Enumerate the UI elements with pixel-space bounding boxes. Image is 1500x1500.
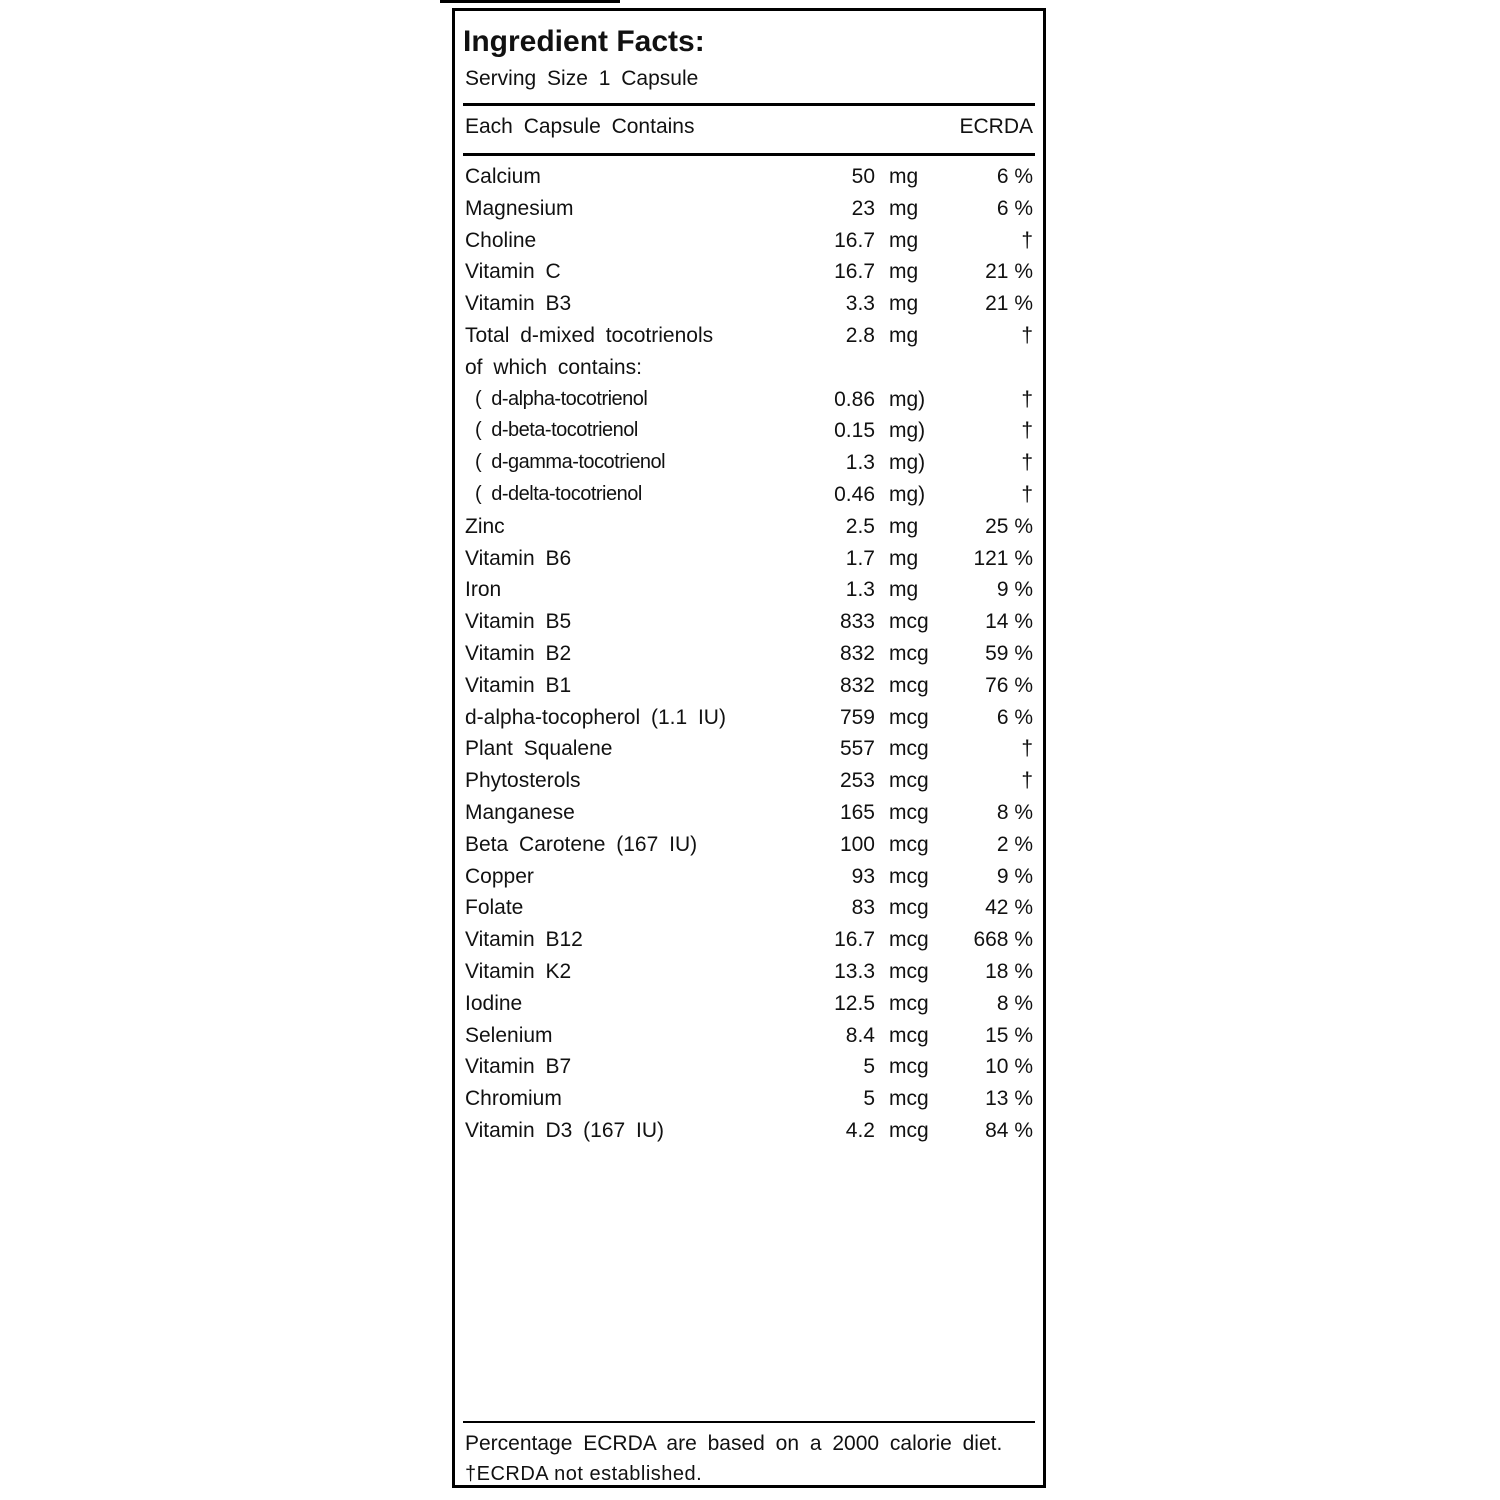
ingredient-ecrda-percent: 13 % bbox=[985, 1087, 1033, 1111]
ingredient-ecrda-percent: 6 % bbox=[996, 705, 1033, 729]
ingredient-ecrda-percent: 10 % bbox=[985, 1055, 1033, 1079]
ingredient-amount: 165 bbox=[839, 800, 875, 824]
ingredient-name: Beta Carotene (167 IU) bbox=[465, 832, 698, 856]
ingredient-name: Vitamin B6 bbox=[465, 546, 572, 570]
ingredient-amount: 13.3 bbox=[834, 959, 875, 983]
ingredient-name: Iodine bbox=[465, 991, 523, 1015]
ingredient-row bbox=[463, 320, 1035, 352]
ingredient-ecrda-percent: 9 % bbox=[996, 864, 1033, 888]
ingredient-row bbox=[463, 861, 1035, 893]
ingredient-unit: mcg bbox=[889, 800, 929, 824]
divider-header bbox=[463, 153, 1035, 156]
ingredient-unit: mcg bbox=[889, 832, 929, 856]
ingredient-ecrda-percent: 6 % bbox=[996, 165, 1033, 188]
ingredient-amount: 100 bbox=[839, 832, 875, 856]
ingredient-row bbox=[463, 606, 1035, 638]
ingredient-amount: 93 bbox=[851, 864, 875, 888]
ingredient-name: Magnesium bbox=[465, 196, 574, 220]
ingredient-unit: mcg bbox=[889, 959, 929, 983]
divider-footer bbox=[463, 1421, 1035, 1423]
ingredient-row bbox=[463, 892, 1035, 924]
ingredient-unit: mcg bbox=[889, 1087, 929, 1111]
ingredient-amount: 3.3 bbox=[845, 292, 875, 316]
ingredient-amount: 16.7 bbox=[834, 228, 875, 252]
ingredient-amount: 0.15 bbox=[834, 419, 875, 443]
ingredient-row bbox=[463, 384, 1035, 416]
ingredient-unit: mcg bbox=[889, 610, 929, 634]
ingredient-unit: mcg bbox=[889, 864, 929, 888]
ingredient-row bbox=[463, 447, 1035, 479]
ingredient-ecrda-percent: † bbox=[1021, 451, 1033, 475]
footer-notes bbox=[465, 1429, 1002, 1489]
ingredient-ecrda-percent: † bbox=[1021, 737, 1033, 761]
panel-title: Ingredient Facts: bbox=[463, 25, 705, 58]
ingredient-name: Plant Squalene bbox=[465, 737, 613, 761]
ingredient-unit: mg bbox=[889, 196, 919, 220]
ingredient-ecrda-percent: 59 % bbox=[985, 641, 1033, 665]
ingredient-unit: mcg bbox=[889, 705, 929, 729]
ingredient-unit: mcg bbox=[889, 641, 929, 665]
ingredient-name: Vitamin B1 bbox=[465, 673, 572, 697]
ingredient-amount: 832 bbox=[839, 641, 875, 665]
ingredient-ecrda-percent: 21 % bbox=[985, 292, 1033, 316]
ingredient-unit: mg bbox=[889, 292, 919, 316]
ingredient-unit: mcg bbox=[889, 1055, 929, 1079]
ingredient-name: ( d-beta-tocotrienol bbox=[475, 419, 638, 442]
ingredient-row bbox=[463, 1051, 1035, 1083]
ingredient-unit: mcg bbox=[889, 737, 929, 761]
ingredient-ecrda-percent: † bbox=[1021, 387, 1033, 411]
ingredient-name: Total d-mixed tocotrienols bbox=[465, 323, 714, 347]
top-edge-strip bbox=[440, 0, 620, 3]
ingredient-row bbox=[463, 956, 1035, 988]
ingredient-list bbox=[463, 161, 1035, 1147]
ingredient-row bbox=[463, 479, 1035, 511]
ingredient-amount: 2.5 bbox=[845, 514, 875, 538]
ingredient-row bbox=[463, 161, 1035, 193]
column-header-contents: Each Capsule Contains bbox=[465, 115, 695, 138]
ingredient-amount: 1.7 bbox=[845, 546, 875, 570]
column-header-ecrda: ECRDA bbox=[959, 115, 1033, 138]
ingredient-row bbox=[463, 733, 1035, 765]
ingredient-name: Selenium bbox=[465, 1023, 553, 1047]
ingredient-row bbox=[463, 797, 1035, 829]
ingredient-row bbox=[463, 1115, 1035, 1147]
ingredient-amount: 1.3 bbox=[845, 451, 875, 475]
ingredient-name: Choline bbox=[465, 228, 537, 252]
ingredient-unit: mg bbox=[889, 228, 919, 252]
ingredient-ecrda-percent: 121 % bbox=[973, 546, 1033, 570]
ingredient-unit: mcg bbox=[889, 991, 929, 1015]
footer-dagger-note: †ECRDA not established. bbox=[465, 1463, 703, 1485]
serving-size: Serving Size 1 Capsule bbox=[465, 67, 699, 90]
ingredient-amount: 83 bbox=[851, 896, 875, 920]
ingredient-name: Phytosterols bbox=[465, 769, 581, 793]
ingredient-name: Manganese bbox=[465, 800, 575, 824]
ingredient-name: of which contains: bbox=[465, 355, 642, 379]
ingredient-ecrda-percent: † bbox=[1021, 482, 1033, 506]
ingredient-amount: 2.8 bbox=[845, 323, 875, 347]
ingredient-amount: 0.46 bbox=[834, 482, 875, 506]
ingredient-amount: 8.4 bbox=[845, 1023, 875, 1047]
ingredient-amount: 12.5 bbox=[834, 991, 875, 1015]
ingredient-unit: mcg bbox=[889, 673, 929, 697]
ingredient-name: Vitamin B3 bbox=[465, 292, 572, 316]
footer-basis-note: Percentage ECRDA are based on a 2000 calorie diet. bbox=[465, 1432, 1003, 1455]
ingredient-amount: 5 bbox=[863, 1087, 875, 1111]
ingredient-ecrda-percent: † bbox=[1021, 419, 1033, 443]
ingredient-facts-panel bbox=[452, 8, 1046, 1488]
ingredient-amount: 5 bbox=[863, 1055, 875, 1079]
ingredient-ecrda-percent: 2 % bbox=[996, 832, 1033, 856]
ingredient-amount: 759 bbox=[839, 705, 875, 729]
ingredient-row bbox=[463, 415, 1035, 447]
ingredient-row bbox=[463, 988, 1035, 1020]
ingredient-amount: 16.7 bbox=[834, 260, 875, 284]
ingredient-row bbox=[463, 543, 1035, 575]
ingredient-name: d-alpha-tocopherol (1.1 IU) bbox=[465, 705, 726, 729]
ingredient-name: Calcium bbox=[465, 165, 541, 188]
ingredient-row bbox=[463, 574, 1035, 606]
ingredient-ecrda-percent: 8 % bbox=[996, 800, 1033, 824]
ingredient-ecrda-percent: 6 % bbox=[996, 196, 1033, 220]
ingredient-unit: mg) bbox=[889, 451, 926, 475]
ingredient-name: Vitamin K2 bbox=[465, 959, 572, 983]
ingredient-row bbox=[463, 225, 1035, 257]
ingredient-ecrda-percent: 42 % bbox=[985, 896, 1033, 920]
ingredient-ecrda-percent: 84 % bbox=[985, 1118, 1033, 1142]
ingredient-ecrda-percent: † bbox=[1021, 769, 1033, 793]
column-header bbox=[463, 115, 1035, 143]
ingredient-name: Vitamin B7 bbox=[465, 1055, 572, 1079]
ingredient-ecrda-percent: 668 % bbox=[973, 928, 1033, 952]
ingredient-amount: 832 bbox=[839, 673, 875, 697]
ingredient-ecrda-percent: 21 % bbox=[985, 260, 1033, 284]
ingredient-name: Iron bbox=[465, 578, 502, 602]
ingredient-ecrda-percent: † bbox=[1021, 323, 1033, 347]
ingredient-row bbox=[463, 193, 1035, 225]
ingredient-amount: 833 bbox=[839, 610, 875, 634]
ingredient-ecrda-percent: 15 % bbox=[985, 1023, 1033, 1047]
ingredient-unit: mg) bbox=[889, 482, 926, 506]
ingredient-row bbox=[463, 288, 1035, 320]
ingredient-ecrda-percent: 18 % bbox=[985, 959, 1033, 983]
ingredient-ecrda-percent: 8 % bbox=[996, 991, 1033, 1015]
ingredient-unit: mcg bbox=[889, 1118, 929, 1142]
ingredient-row bbox=[463, 702, 1035, 734]
ingredient-amount: 4.2 bbox=[845, 1118, 875, 1142]
ingredient-ecrda-percent: † bbox=[1021, 228, 1033, 252]
ingredient-name: Copper bbox=[465, 864, 534, 888]
ingredient-ecrda-percent: 76 % bbox=[985, 673, 1033, 697]
ingredient-name: Vitamin B5 bbox=[465, 610, 572, 634]
ingredient-row bbox=[463, 1020, 1035, 1052]
ingredient-amount: 16.7 bbox=[834, 928, 875, 952]
ingredient-row bbox=[463, 256, 1035, 288]
ingredient-name: ( d-delta-tocotrienol bbox=[475, 482, 642, 505]
ingredient-amount: 23 bbox=[851, 196, 875, 220]
ingredient-unit: mg bbox=[889, 578, 919, 602]
ingredient-amount: 0.86 bbox=[834, 387, 875, 411]
ingredient-row bbox=[463, 924, 1035, 956]
ingredient-ecrda-percent: 9 % bbox=[996, 578, 1033, 602]
ingredient-unit: mg bbox=[889, 260, 919, 284]
ingredient-amount: 557 bbox=[839, 737, 875, 761]
ingredient-unit: mcg bbox=[889, 1023, 929, 1047]
ingredient-name: Zinc bbox=[465, 514, 505, 538]
ingredient-row bbox=[463, 352, 1035, 384]
ingredient-amount: 1.3 bbox=[845, 578, 875, 602]
ingredient-unit: mcg bbox=[889, 896, 929, 920]
ingredient-unit: mg) bbox=[889, 387, 926, 411]
ingredient-row bbox=[463, 829, 1035, 861]
ingredient-name: Folate bbox=[465, 896, 524, 920]
ingredient-unit: mg bbox=[889, 546, 919, 570]
ingredient-unit: mg bbox=[889, 323, 919, 347]
ingredient-row bbox=[463, 670, 1035, 702]
ingredient-name: ( d-alpha-tocotrienol bbox=[475, 387, 648, 410]
ingredient-unit: mg) bbox=[889, 419, 926, 443]
ingredient-unit: mg bbox=[889, 514, 919, 538]
ingredient-ecrda-percent: 25 % bbox=[985, 514, 1033, 538]
ingredient-ecrda-percent: 14 % bbox=[985, 610, 1033, 634]
ingredient-row bbox=[463, 765, 1035, 797]
panel-content bbox=[463, 11, 1035, 1485]
ingredient-unit: mcg bbox=[889, 928, 929, 952]
ingredient-name: Vitamin B2 bbox=[465, 641, 572, 665]
divider-top bbox=[463, 103, 1035, 106]
ingredient-amount: 253 bbox=[839, 769, 875, 793]
ingredient-name: Vitamin D3 (167 IU) bbox=[465, 1118, 665, 1142]
ingredient-name: Vitamin B12 bbox=[465, 928, 583, 952]
ingredient-name: ( d-gamma-tocotrienol bbox=[475, 451, 666, 474]
ingredient-amount: 50 bbox=[851, 165, 875, 188]
ingredient-row bbox=[463, 1083, 1035, 1115]
ingredient-row bbox=[463, 638, 1035, 670]
ingredient-unit: mg bbox=[889, 165, 919, 188]
ingredient-name: Vitamin C bbox=[465, 260, 561, 284]
ingredient-unit: mcg bbox=[889, 769, 929, 793]
ingredient-name: Chromium bbox=[465, 1087, 562, 1111]
ingredient-row bbox=[463, 511, 1035, 543]
